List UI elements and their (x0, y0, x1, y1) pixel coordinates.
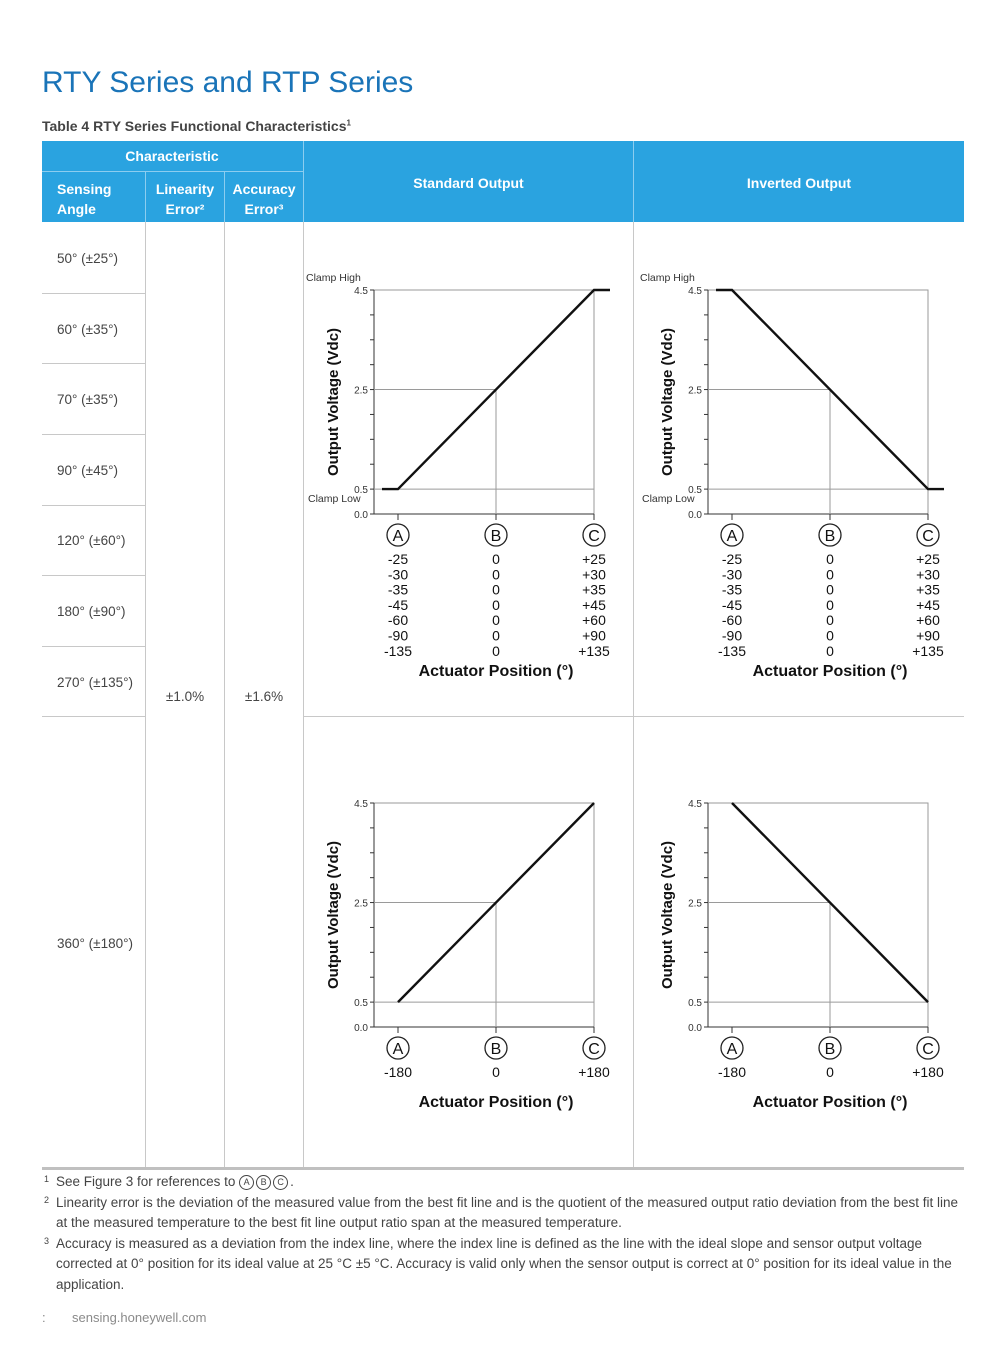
row-line (42, 293, 145, 294)
y-tick-label: 0.5 (688, 998, 702, 1010)
x-axis-label: Actuator Position (°) (752, 662, 908, 680)
chart-standard-output-360 (302, 775, 632, 1135)
position-value: -30 (387, 566, 409, 583)
y-tick-label: 2.5 (688, 898, 702, 910)
position-value: 0 (492, 612, 500, 629)
y-tick-label: 0.0 (354, 510, 368, 521)
x-axis-label: Actuator Position (°) (418, 1094, 574, 1111)
marker-label: B (490, 528, 502, 545)
footnotes (42, 1172, 962, 1295)
position-value: +25 (916, 551, 940, 567)
position-value: +35 (582, 581, 606, 598)
marker-label: C (922, 528, 934, 545)
row-line (42, 575, 145, 576)
position-value: 0 (492, 551, 500, 567)
header-divider-h (42, 171, 303, 172)
position-value: -35 (721, 581, 743, 598)
footnote-2: 2 Linearity error is the deviation of the measured value from the best fit line and is the quotient of the measured output ratio deviation from the best fit line at the measured temperature to the best fit line output ratio span at the measured temperature. (44, 1194, 959, 1230)
position-value: 0 (492, 1064, 500, 1080)
plot-frame (708, 803, 928, 1027)
position-value: +90 (582, 627, 606, 644)
marker-label: C (922, 1041, 934, 1058)
table-caption: Table 4 RTY Series Functional Characteristics$^1$ (42, 118, 351, 134)
position-value: -90 (721, 627, 743, 644)
col-line-4 (633, 222, 634, 1169)
header-accuracy: Accuracy Error³ (232, 181, 296, 217)
angle-360: 360° (±180°) (57, 936, 133, 951)
angle-180: 180° (±90°) (57, 604, 126, 619)
clamp-low-label: Clamp Low (642, 493, 695, 506)
row-line (42, 716, 145, 717)
header-standard-output: Standard Output (413, 175, 524, 191)
plot-frame (708, 290, 928, 514)
position-value: -25 (721, 551, 743, 567)
angle-120: 120° (±60°) (57, 533, 126, 548)
y-tick-label: 2.5 (688, 385, 702, 397)
y-tick-label: 2.5 (354, 385, 368, 397)
clamp-high-label: Clamp High (306, 272, 361, 284)
position-value: -35 (387, 581, 409, 598)
position-value: -180 (383, 1064, 413, 1080)
clamp-low-label: Clamp Low (308, 493, 361, 506)
position-value: +30 (582, 566, 606, 583)
position-value: +30 (916, 566, 940, 583)
marker-label: B (824, 1041, 836, 1058)
chart-standard-output-limited (302, 262, 632, 692)
y-tick-label: 0.0 (688, 1023, 702, 1034)
angle-50: 50° (±25°) (57, 251, 118, 266)
y-axis-label: Output Voltage (Vdc) (659, 327, 676, 477)
header-sensing-angle: Sensing Angle (57, 181, 112, 217)
row-line-charts (304, 716, 964, 717)
circle-a-icon: A (239, 1175, 254, 1190)
y-tick-label: 0.0 (688, 510, 702, 521)
header-linearity: Linearity Error² (155, 181, 215, 217)
position-value: -135 (383, 642, 413, 659)
row-line (42, 363, 145, 364)
y-tick-label: 0.5 (688, 485, 702, 497)
x-axis-label: Actuator Position (°) (418, 662, 574, 680)
position-value: 0 (492, 566, 500, 583)
position-value: +45 (916, 596, 940, 613)
x-axis-label: Actuator Position (°) (752, 1094, 908, 1111)
position-value: +60 (916, 612, 940, 629)
angle-70: 70° (±35°) (57, 392, 118, 407)
y-axis-label: Output Voltage (Vdc) (659, 840, 676, 990)
position-value: 0 (492, 627, 500, 644)
position-value: +135 (578, 642, 610, 659)
row-line (42, 646, 145, 647)
chart-inverted-output-360 (636, 775, 966, 1135)
footer-url[interactable]: sensing.honeywell.com (72, 1310, 207, 1325)
position-value: 0 (826, 627, 834, 644)
marker-label: A (392, 1041, 404, 1058)
position-value: 0 (492, 581, 500, 598)
position-value: -30 (721, 566, 743, 583)
position-value: -25 (387, 551, 409, 567)
position-value: 0 (826, 642, 834, 659)
linearity-error-value: ±1.0% (165, 689, 205, 704)
accuracy-error-value: ±1.6% (244, 689, 284, 704)
marker-label: B (490, 1041, 502, 1058)
marker-label: A (726, 1041, 738, 1058)
position-value: 0 (826, 566, 834, 583)
position-value: +180 (578, 1064, 610, 1080)
footer-colon: : (42, 1310, 46, 1325)
footnote-3: 3 Accuracy is measured as a deviation from the index line, where the index line is defined as the line with the ideal slope and sensor output voltage corrected at 0° position for its ideal value at 25 °C ±5 °C. Accuracy is valid only when the sensor output is correct at 0° position for its ideal value in the application. (44, 1235, 952, 1292)
marker-label: A (726, 528, 738, 545)
position-value: 0 (492, 596, 500, 613)
row-line (42, 505, 145, 506)
position-value: +135 (912, 642, 944, 659)
y-tick-label: 0.5 (354, 998, 368, 1010)
circle-b-icon: B (256, 1175, 271, 1190)
position-value: -60 (387, 612, 409, 629)
marker-label: A (392, 528, 404, 545)
position-value: -180 (717, 1064, 747, 1080)
y-tick-label: 4.5 (688, 799, 702, 810)
y-tick-label: 4.5 (354, 286, 368, 297)
marker-label: C (588, 1041, 600, 1058)
position-value: +60 (582, 612, 606, 629)
position-value: -135 (717, 642, 747, 659)
header-inverted-output: Inverted Output (746, 175, 852, 191)
y-tick-label: 2.5 (354, 898, 368, 910)
circle-c-icon: C (273, 1175, 288, 1190)
marker-label: B (824, 528, 836, 545)
chart-inverted-output-limited (636, 262, 966, 692)
position-value: 0 (826, 596, 834, 613)
angle-90: 90° (±45°) (57, 463, 118, 478)
position-value: 0 (826, 612, 834, 629)
position-value: -45 (387, 596, 409, 613)
position-value: +35 (916, 581, 940, 598)
position-value: 0 (492, 642, 500, 659)
position-value: +25 (582, 551, 606, 567)
page-title: RTY Series and RTP Series (42, 66, 414, 99)
position-value: 0 (826, 551, 834, 567)
footnote-1: 1 See Figure 3 for references to A B C . (44, 1174, 294, 1189)
angle-60: 60° (±35°) (57, 322, 118, 337)
y-tick-label: 0.0 (354, 1023, 368, 1034)
position-value: 0 (826, 1064, 834, 1080)
marker-label: C (588, 528, 600, 545)
position-value: +90 (916, 627, 940, 644)
position-value: -60 (721, 612, 743, 629)
clamp-high-label: Clamp High (640, 272, 695, 284)
table-bottom-rule (42, 1167, 964, 1170)
position-value: -45 (721, 596, 743, 613)
position-value: 0 (826, 581, 834, 598)
y-axis-label: Output Voltage (Vdc) (325, 327, 342, 477)
position-value: -90 (387, 627, 409, 644)
position-value: +45 (582, 596, 606, 613)
y-tick-label: 0.5 (354, 485, 368, 497)
angle-270: 270° (±135°) (57, 675, 133, 690)
y-axis-label: Output Voltage (Vdc) (325, 840, 342, 990)
y-tick-label: 4.5 (354, 799, 368, 810)
y-tick-label: 4.5 (688, 286, 702, 297)
position-value: +180 (912, 1064, 944, 1080)
row-line (42, 434, 145, 435)
header-characteristic: Characteristic (125, 148, 219, 164)
